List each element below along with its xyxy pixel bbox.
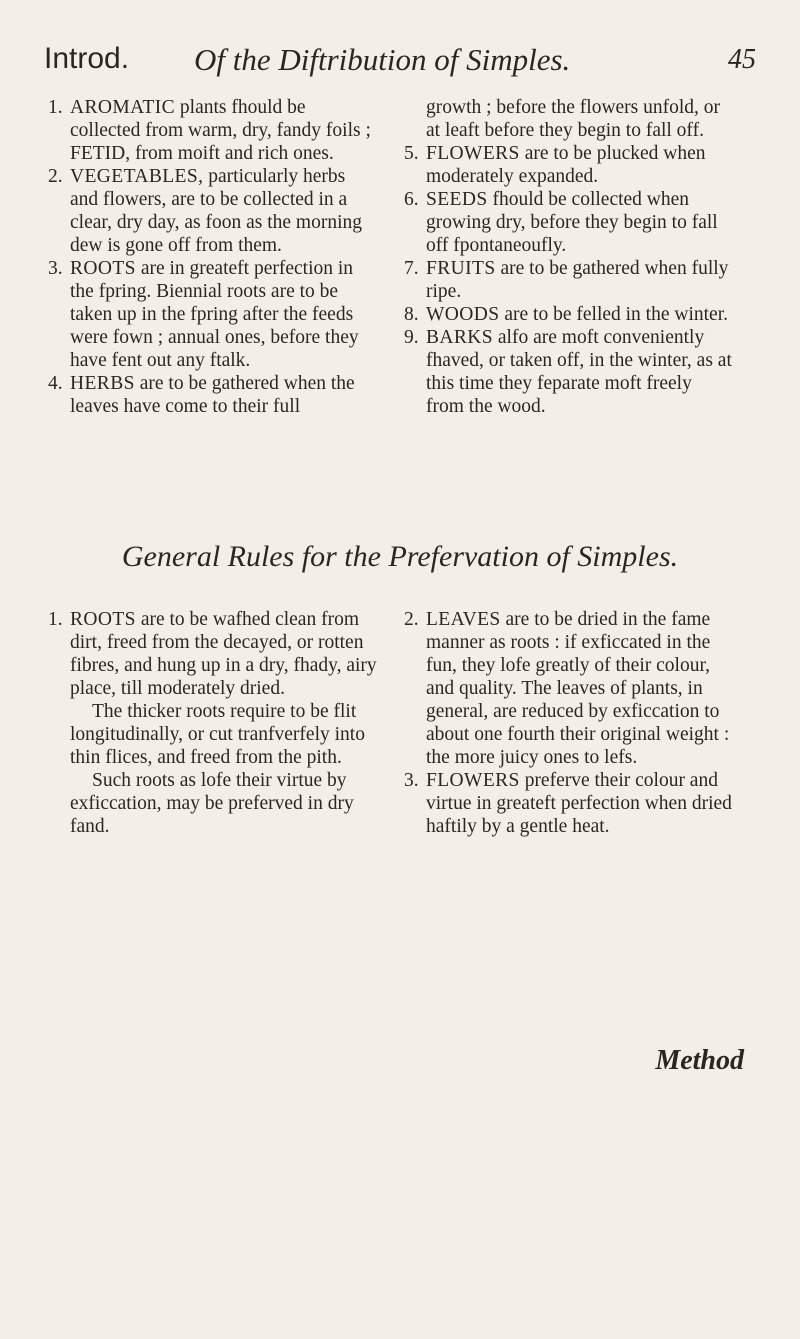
- item-number: 8.: [404, 304, 419, 325]
- item-text: are to be wafhed clean from dirt, freed from the decayed, or rotten fibres, and hung up in a dry, fhady, airy place, till moderately dried.: [70, 609, 377, 699]
- item-number: 7.: [404, 258, 419, 279]
- item-number: 2.: [48, 166, 63, 187]
- item-head: VEGETABLES,: [70, 166, 204, 187]
- top-right-column: [404, 96, 734, 418]
- header-title: Of the Diftribution of Simples.: [194, 42, 571, 77]
- item-head: BARKS: [426, 327, 494, 348]
- item-text: are to be felled in the winter.: [499, 304, 728, 325]
- item-number: 2.: [404, 609, 419, 630]
- running-header: [44, 42, 756, 86]
- list-item: [404, 608, 734, 769]
- bottom-right-column: [404, 608, 734, 838]
- item-text: are to be gathered when the leaves have come to their full: [70, 373, 355, 417]
- item-number: 3.: [404, 770, 419, 791]
- list-item: [404, 303, 734, 326]
- list-item: [404, 188, 734, 257]
- header-section: Introd.: [44, 42, 130, 75]
- item-text: are to be gathered when fully ripe.: [426, 258, 729, 302]
- item-head: FLOWERS: [426, 143, 520, 164]
- item-text: are to be dried in the fame manner as roots : if exficcated in the fun, they lofe greatly of their colour, and quality. The leaves of plants, in general, are reduced by exficcation to about one fourth their original weight : the more juicy ones to lefs.: [426, 609, 730, 768]
- continuation-text: [404, 96, 734, 142]
- item-head: AROMATIC: [70, 97, 176, 118]
- continuation-span: growth ; before the flowers unfold, or at leaft before they begin to fall off.: [426, 97, 721, 141]
- list-item: [48, 165, 378, 257]
- list-item: [404, 769, 734, 838]
- paragraph: Such roots as lofe their virtue by exficcation, may be preferved in dry fand.: [70, 770, 354, 837]
- item-number: 3.: [48, 258, 63, 279]
- item-head: SEEDS: [426, 189, 488, 210]
- item-text: preferve their colour and virtue in greateft perfection when dried haftily by a gentle heat.: [426, 770, 732, 837]
- item-number: 4.: [48, 373, 63, 394]
- item-head: ROOTS: [70, 258, 136, 279]
- list-item: [48, 257, 378, 372]
- item-text: fhould be collected when growing dry, before they begin to fall off fpontaneoufly.: [426, 189, 718, 256]
- item-head: HERBS: [70, 373, 135, 394]
- list-item: [48, 608, 378, 700]
- bottom-left-column: [48, 608, 378, 838]
- item-head: WOODS: [426, 304, 500, 325]
- list-item: [404, 142, 734, 188]
- item-head: ROOTS: [70, 609, 136, 630]
- item-number: 6.: [404, 189, 419, 210]
- catchword: Method: [655, 1045, 744, 1076]
- item-text: alfo are moft conveniently fhaved, or taken off, in the winter, as at this time they feparate moft freely from the wood.: [426, 327, 732, 417]
- item-number: 1.: [48, 97, 63, 118]
- list-item: [48, 96, 378, 165]
- item-head: FRUITS: [426, 258, 496, 279]
- section-title: General Rules for the Prefervation of Simples.: [121, 540, 679, 573]
- item-text: plants fhould be collected from warm, dry, fandy foils ; FETID, from moift and rich ones.: [70, 97, 371, 164]
- list-item: [48, 372, 378, 418]
- list-item: [404, 257, 734, 303]
- page-number: 45: [728, 44, 756, 75]
- item-head: LEAVES: [426, 609, 501, 630]
- paragraph: The thicker roots require to be flit longitudinally, or cut tranfverfely into thin flices, and freed from the pith.: [70, 701, 365, 768]
- item-head: FLOWERS: [426, 770, 520, 791]
- top-left-column: [48, 96, 378, 418]
- item-text: are in greateft perfection in the fpring. Biennial roots are to be taken up in the fpring after the feeds were fown ; annual ones, before they have fent out any ftalk.: [70, 258, 359, 371]
- item-text: particularly herbs and flowers, are to be collected in a clear, dry day, as foon as the morning dew is gone off from them.: [70, 166, 362, 256]
- list-item: [404, 326, 734, 418]
- item-text: are to be plucked when moderately expanded.: [426, 143, 706, 187]
- item-number: 5.: [404, 143, 419, 164]
- item-number: 9.: [404, 327, 419, 348]
- item-number: 1.: [48, 609, 63, 630]
